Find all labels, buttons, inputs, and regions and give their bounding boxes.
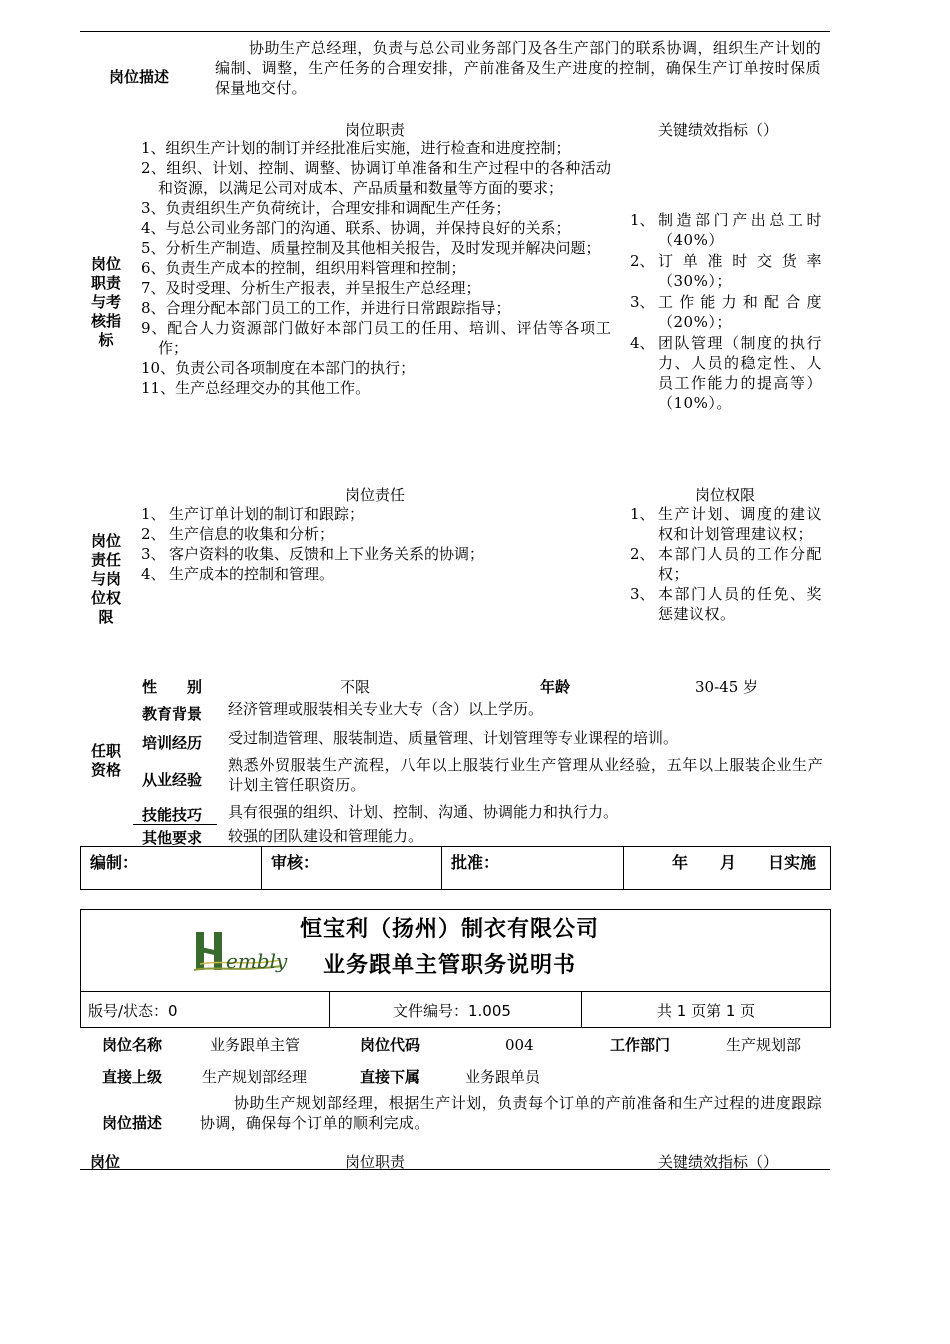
- duty-item: 10、负责公司各项制度在本部门的执行；: [141, 359, 416, 377]
- logo-graphic: [190, 926, 290, 978]
- signoff-divider: [261, 846, 262, 889]
- gender-label: 性 别: [142, 678, 203, 696]
- age-value: 30-45 岁: [695, 678, 759, 696]
- qual-section-label: 任职资格: [90, 742, 121, 779]
- qual-row-label: 教育背景: [142, 705, 203, 723]
- duties-section-label: 岗位职责与考核指标: [90, 255, 121, 349]
- superior-label: 直接上级: [102, 1068, 163, 1086]
- kpi-number: 3、: [630, 293, 655, 311]
- duty-item: 7、及时受理、分析生产报表，并呈报生产总经理；: [141, 279, 481, 297]
- gender-value: 不限: [339, 678, 370, 696]
- kpi-text: 订单准时交货率（30%）；: [658, 252, 822, 290]
- subordinate-label: 直接下属: [360, 1068, 421, 1086]
- duties-list: [141, 138, 611, 398]
- auth-item: [630, 544, 822, 584]
- qual-row-value: 具有很强的组织、计划、控制、沟通、协调能力和执行力。: [228, 803, 619, 821]
- header-col-divider: [581, 991, 582, 1027]
- qual-underline: [133, 824, 217, 825]
- header-divider: [80, 991, 831, 992]
- auth-text: 本部门人员的工作分配权；: [658, 545, 822, 583]
- resp-number: 1、: [141, 505, 166, 523]
- signoff-compiled: 编制：: [90, 853, 139, 872]
- desc-text: 协助生产总经理，负责与总公司业务部门及各生产部门的联系协调，组织生产计划的编制、调整，生产任务的合理安排，产前准备及生产进度的控制，确保生产订单按时保质保量地交付。: [215, 39, 821, 97]
- top-rule: [80, 31, 830, 32]
- duty-item: 11、生产总经理交办的其他工作。: [141, 379, 371, 397]
- signoff-date: 年 月 日实施: [672, 853, 817, 872]
- desc-text-2: 协助生产规划部经理，根据生产计划，负责每个订单的产前准备和生产过程的进度跟踪协调，确保每个订单的顺利完成。: [200, 1094, 822, 1132]
- auth-item: [630, 504, 822, 544]
- header-col-divider: [329, 991, 330, 1027]
- resp-text: 客户资料的收集、反馈和上下业务关系的协调；: [169, 545, 485, 563]
- file-number: 文件编号：1.005: [393, 1002, 511, 1020]
- kpi-text: 制造部门产出总工时（40%）: [658, 211, 822, 249]
- duty-item: 6、负责生产成本的控制，组织用料管理和控制；: [141, 259, 466, 277]
- qual-row-label: 培训经历: [142, 734, 203, 752]
- resp-number: 3、: [141, 545, 166, 563]
- signoff-reviewed: 审核：: [271, 853, 320, 872]
- auth-number: 1、: [630, 505, 655, 523]
- qual-row-value: 较强的团队建设和管理能力。: [228, 827, 424, 845]
- auth-item: [630, 584, 822, 624]
- table-header-col2: 岗位职责: [344, 1153, 405, 1171]
- signoff-divider: [623, 846, 624, 889]
- table-header-col3: 关键绩效指标（）: [658, 1153, 779, 1171]
- duty-item: 3、负责组织生产负荷统计，合理安排和调配生产任务；: [141, 199, 511, 217]
- duty-item: 8、合理分配本部门员工的工作，并进行日常跟踪指导；: [141, 299, 511, 317]
- superior-value: 生产规划部经理: [202, 1068, 308, 1086]
- duty-item: 1、组织生产计划的制订并经批准后实施，进行检查和进度控制；: [141, 139, 571, 157]
- age-label: 年龄: [540, 678, 571, 696]
- desc-label-2: 岗位描述: [102, 1114, 163, 1132]
- kpi-text: 团队管理（制度的执行力、人员的稳定性、人员工作能力的提高等）（10%）。: [658, 334, 822, 412]
- resp-item: [141, 564, 611, 584]
- version-status: 版号/状态：0: [88, 1002, 178, 1020]
- kpi-number: 1、: [630, 211, 655, 229]
- resp-section-label: 岗位责任与岗位权限: [90, 532, 121, 626]
- kpi-number: 2、: [630, 252, 655, 270]
- resp-item: [141, 504, 611, 524]
- page-count: 共 1 页第 1 页: [657, 1002, 756, 1020]
- signoff-approved: 批准：: [451, 853, 500, 872]
- department-label: 工作部门: [610, 1036, 671, 1054]
- qual-row-value: 经济管理或服装相关专业大专（含）以上学历。: [228, 700, 544, 718]
- department-value: 生产规划部: [726, 1036, 802, 1054]
- duty-item: 4、与总公司业务部门的沟通、联系、协调，并保持良好的关系；: [141, 219, 571, 237]
- kpi-number: 4、: [630, 334, 655, 352]
- resp-text: 生产成本的控制和管理。: [169, 565, 335, 583]
- company-logo: [190, 926, 290, 978]
- resp-header: 岗位责任: [344, 486, 405, 504]
- auth-number: 2、: [630, 545, 655, 563]
- kpi-text: 工作能力和配合度（20%）；: [658, 293, 822, 331]
- kpi-list: [630, 210, 822, 413]
- company-name: 恒宝利（扬州）制衣有限公司: [300, 917, 600, 942]
- auth-header: 岗位权限: [694, 486, 755, 504]
- job-code-label: 岗位代码: [360, 1036, 421, 1054]
- resp-number: 4、: [141, 565, 166, 583]
- kpi-item: [630, 210, 822, 250]
- auth-number: 3、: [630, 585, 655, 603]
- document-title: 业务跟单主管职务说明书: [323, 953, 577, 978]
- auth-text: 生产计划、调度的建议权和计划管理建议权；: [658, 505, 822, 543]
- kpi-item: [630, 333, 822, 413]
- duty-item: 2、组织、计划、控制、调整、协调订单准备和生产过程中的各种活动和资源，以满足公司对成本、产品质量和数量等方面的要求；: [141, 159, 611, 197]
- table-header-col1: 岗位: [90, 1153, 121, 1171]
- resp-list: [141, 504, 611, 584]
- logo-lettering: embly: [226, 949, 288, 973]
- resp-text: 生产信息的收集和分析；: [169, 525, 335, 543]
- qual-row-label: 技能技巧: [142, 806, 203, 824]
- kpi-item: [630, 292, 822, 332]
- duty-item: 9、配合人力资源部门做好本部门员工的任用、培训、评估等各项工作；: [141, 319, 611, 357]
- subordinate-value: 业务跟单员: [465, 1068, 541, 1086]
- signoff-divider: [441, 846, 442, 889]
- qual-row-label: 其他要求: [142, 829, 203, 847]
- job-code-value: 004: [505, 1036, 534, 1054]
- qual-row-value: 受过制造管理、服装制造、质量管理、计划管理等专业课程的培训。: [228, 729, 679, 747]
- auth-text: 本部门人员的任免、奖惩建议权。: [658, 585, 822, 623]
- job-title-label: 岗位名称: [102, 1036, 163, 1054]
- duty-item: 5、分析生产制造、质量控制及其他相关报告，及时发现并解决问题；: [141, 239, 601, 257]
- resp-item: [141, 544, 611, 564]
- resp-number: 2、: [141, 525, 166, 543]
- resp-item: [141, 524, 611, 544]
- duties-header: 岗位职责: [344, 121, 405, 139]
- resp-text: 生产订单计划的制订和跟踪；: [169, 505, 365, 523]
- job-title-value: 业务跟单主管: [210, 1036, 301, 1054]
- qual-row-value: 熟悉外贸服装生产流程，八年以上服装行业生产管理从业经验，五年以上服装企业生产计划主管任职资历。: [228, 756, 823, 794]
- kpi-header: 关键绩效指标（）: [658, 121, 779, 139]
- auth-list: [630, 504, 822, 624]
- kpi-item: [630, 251, 822, 291]
- qual-row-label: 从业经验: [142, 771, 203, 789]
- desc-label: 岗位描述: [109, 68, 170, 86]
- bottom-rule: [80, 1169, 830, 1170]
